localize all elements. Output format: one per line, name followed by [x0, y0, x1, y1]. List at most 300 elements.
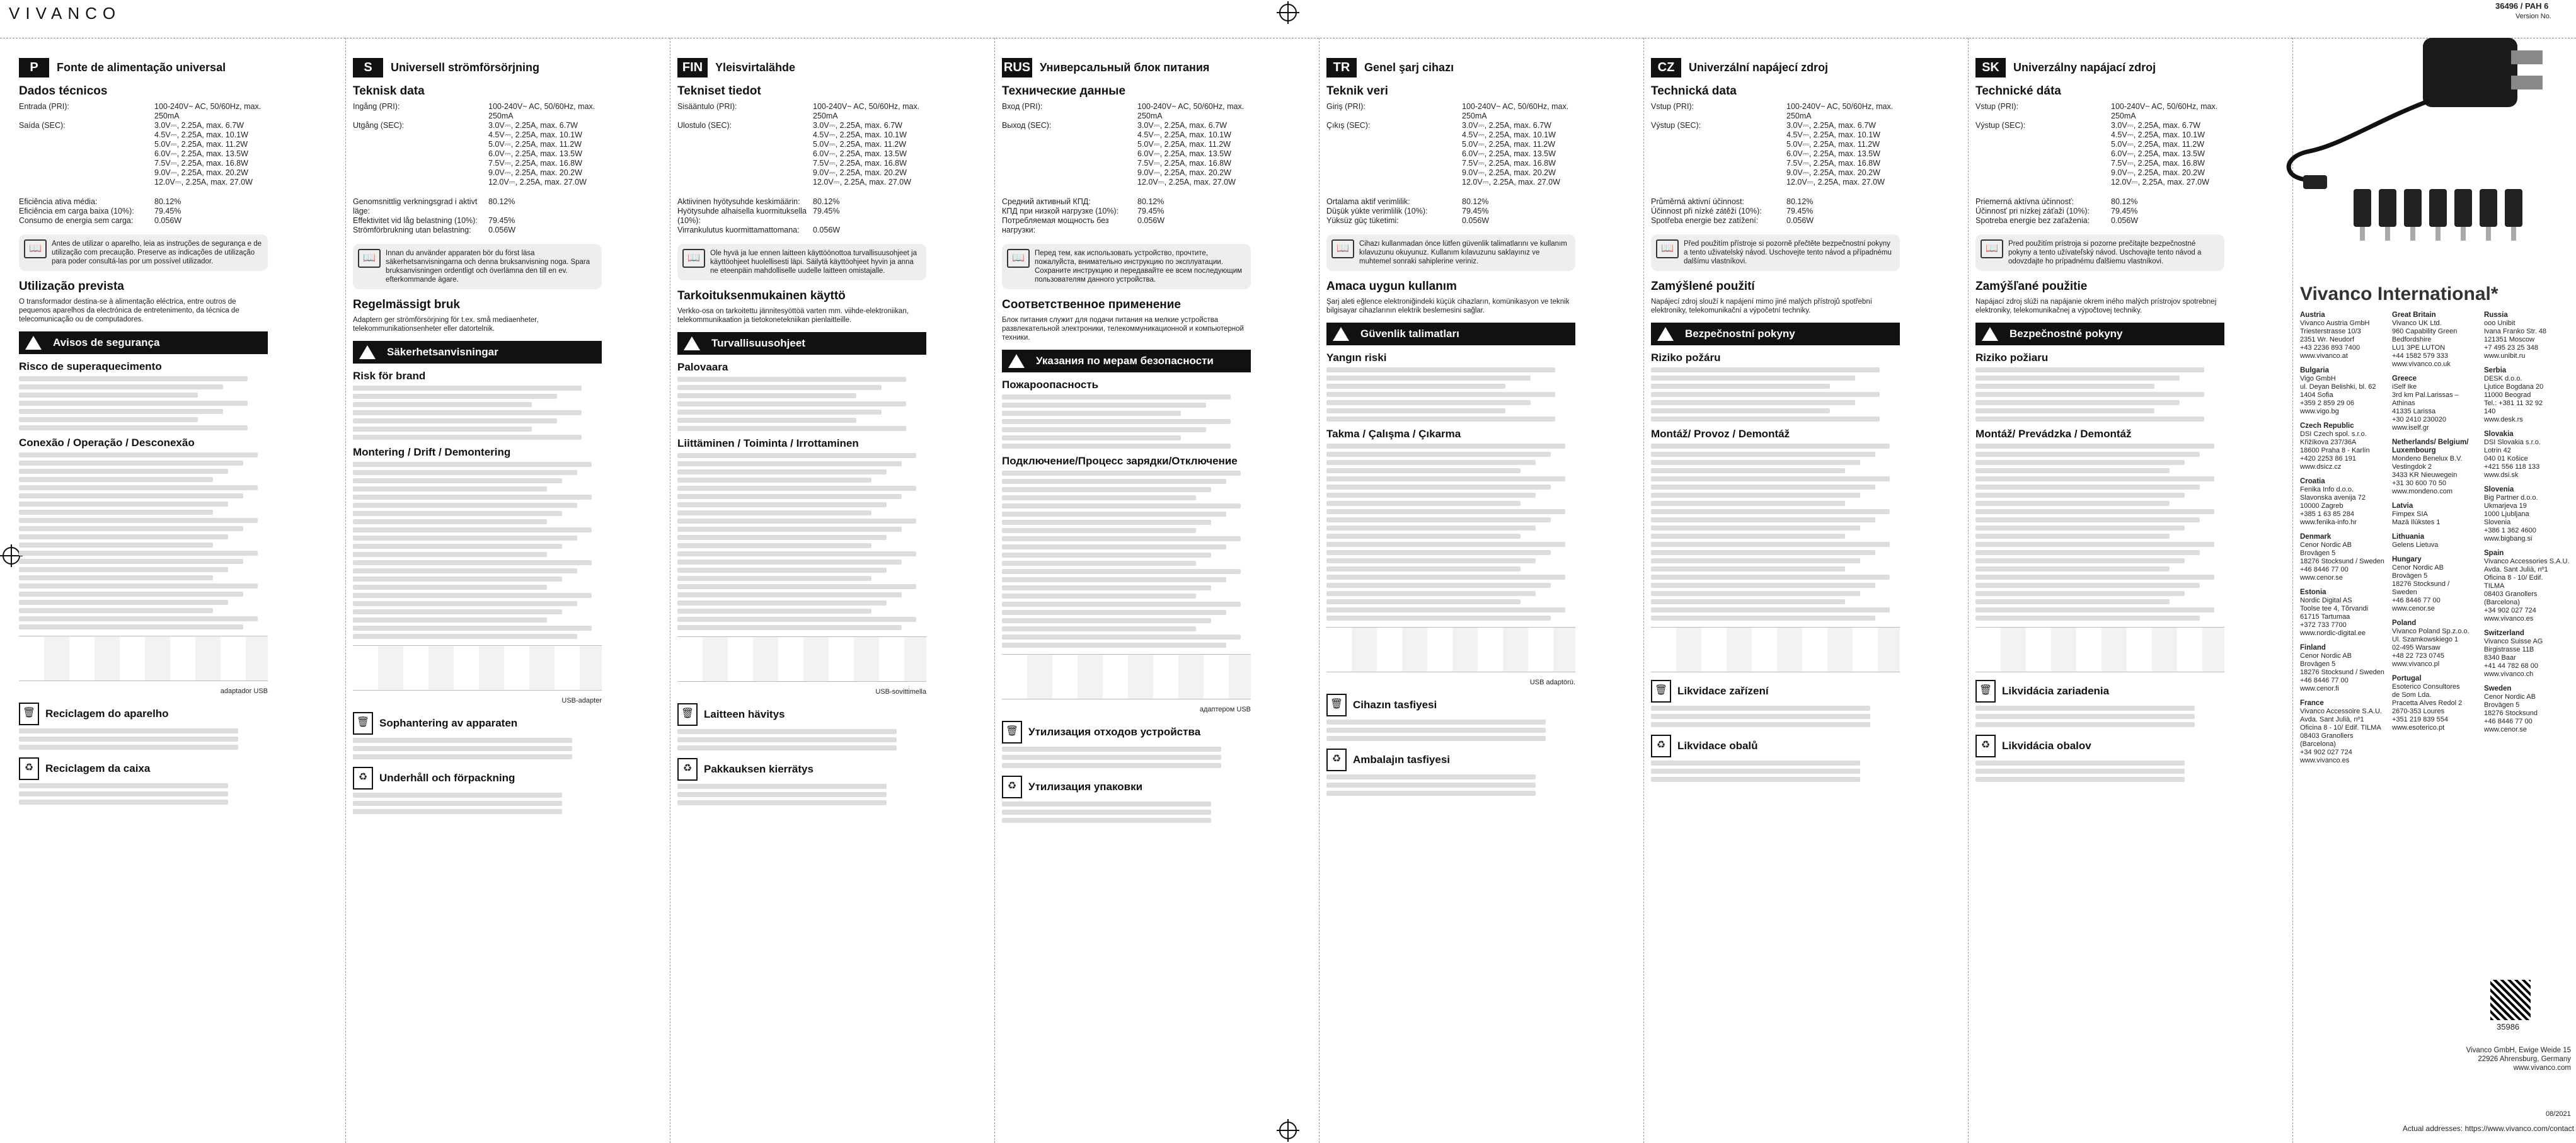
text-line [1975, 367, 2204, 372]
disposal-device-title: Likvidace zařízení [1677, 685, 1769, 697]
spec-row [1975, 102, 2224, 121]
safety-banner [1326, 323, 1575, 345]
efficiency-row [353, 197, 602, 216]
spec-key [1002, 149, 1137, 159]
text-line [19, 534, 228, 539]
spec-row [353, 121, 602, 130]
text-line [1651, 599, 1845, 604]
disposal-packaging [677, 758, 926, 781]
efficiency-row [1326, 197, 1575, 207]
country-contact [2484, 311, 2570, 360]
contact-line: +351 219 839 554 [2392, 716, 2449, 723]
crossed-bin-icon: 🗑 [1651, 680, 1671, 703]
text-line [19, 551, 258, 556]
text-line [1651, 777, 1860, 782]
spec-value: 100-240V~ AC, 50/60Hz, max. 250mA [2111, 102, 2218, 120]
efficiency-key: Spotřeba energie bez zatížení: [1651, 216, 1759, 225]
spec-key [1651, 130, 1786, 140]
spec-value: 9.0V⎓, 2.25A, max. 20.2W [154, 168, 248, 177]
text-line [19, 477, 213, 482]
spec-value: 100-240V~ AC, 50/60Hz, max. 250mA [1137, 102, 1245, 120]
text-line [353, 609, 562, 614]
text-line [353, 386, 582, 391]
spec-key: Saída (SEC): [19, 121, 66, 130]
spec-row [1651, 178, 1900, 187]
spec-key: Utgång (SEC): [353, 121, 405, 130]
disposal-device-title: Утилизация отходов устройства [1028, 726, 1201, 738]
recycle-icon: ♻ [1326, 749, 1347, 771]
contact-line: 2670-353 Loures [2392, 708, 2445, 715]
contact-line: 18276 Stocksund / Sweden [2300, 558, 2384, 565]
spec-row [677, 130, 926, 140]
spec-key: Ingång (PRI): [353, 102, 400, 111]
efficiency-row [1975, 197, 2224, 207]
text-line [1002, 479, 1226, 484]
language-column [1002, 57, 1251, 1128]
text-line [1002, 536, 1241, 541]
disposal-device-title: Cihazın tasfiyesi [1353, 699, 1437, 711]
contact-line: Mazā Ilūkstes 1 [2392, 519, 2441, 526]
disposal-device [1002, 721, 1251, 744]
text-line [353, 568, 577, 573]
notice-text: Innan du använder apparaten bör du först läsa säkerhetsanvisningarna och denna bruksanvisning noga. Spara bruksanvisningen ordentligt och överlämna den till en ev. efterkommande ägare. [386, 250, 590, 284]
text-line [1326, 501, 1521, 506]
column-title: Univerzální napájecí zdroj [1689, 60, 1829, 74]
spec-row [1002, 159, 1251, 168]
contact-line: Nordic Digital AS [2300, 597, 2352, 604]
spec-value: 6.0V⎓, 2.25A, max. 13.5W [2111, 149, 2205, 158]
contact-line: Fimpex SIA [2392, 510, 2428, 518]
manual-notice [1651, 234, 1900, 271]
contact-line: +31 30 600 70 50 [2392, 480, 2446, 487]
notice-text: Pred použitím prístroja si pozorne prečítajte bezpečnostné pokyny a tento užívateľský návod. Uschovajte tento návod a odovzdajte ho prípadnému ďalšiemu vlastníkovi. [2008, 240, 2202, 265]
contact-line: DSI Czech spol. s.r.o. [2300, 430, 2367, 438]
contact-line: www.iself.gr [2392, 424, 2429, 432]
text-line [353, 738, 572, 743]
language-code: RUS [1002, 58, 1032, 78]
notice-text: Cihazı kullanmadan önce lütfen güvenlik talimatlarını ve kullanım kılavuzunu okuyunuz. Kullanım kılavuzunu saklayınız ve muhtemel sonraki sahiplerine veriniz. [1359, 240, 1567, 265]
tech-heading: Tekniset tiedot [677, 84, 761, 98]
version-label: Version No. [2516, 13, 2551, 20]
contact-line: Avda. Sant Julià, nº1 [2484, 566, 2548, 573]
text-line [677, 502, 887, 507]
contact-line: 18600 Praha 8 - Karlín [2300, 447, 2370, 454]
text-line [1651, 501, 1845, 506]
spec-key [19, 140, 154, 149]
intended-use-text: Şarj aleti eğlence elektroniğindeki küçük cihazların, komünikasyon ve teknik bilgisayar cihazlarının elektrik beslemesini sağlar. [1326, 298, 1570, 314]
text-line [353, 601, 577, 606]
spec-row [1002, 130, 1251, 140]
spec-value: 3.0V⎓, 2.25A, max. 6.7W [1137, 121, 1227, 130]
disposal-device [353, 712, 602, 735]
recycle-icon: ♻ [1651, 735, 1671, 757]
connect-heading: Подключение/Процесс зарядки/Отключение [1002, 455, 1238, 467]
manual-book-icon: 📖 [358, 249, 381, 268]
contact-line: Vivanco Accessoire S.A.U. [2300, 708, 2383, 715]
text-line [677, 527, 902, 532]
contact-line: Fenika Info d.o.o. [2300, 486, 2354, 493]
text-line [19, 737, 238, 742]
text-line [1975, 452, 2200, 457]
footer-url[interactable]: www.vivanco.com [2513, 1064, 2571, 1072]
text-line [1326, 468, 1521, 473]
contact-line: www.vivanco.es [2300, 757, 2350, 764]
spec-key [677, 168, 813, 178]
text-line [1651, 550, 1875, 555]
country-name: Switzerland [2484, 629, 2524, 637]
contact-line: Vivanco Accessories S.A.U. [2484, 558, 2570, 565]
text-line [1326, 476, 1565, 481]
spec-key [1326, 168, 1462, 178]
text-line [1975, 722, 2195, 727]
country-contact [2392, 533, 2478, 549]
contact-line: 3rd km Pal.Larissas – [2392, 391, 2459, 399]
contact-line: 040 01 Košice [2484, 455, 2528, 462]
text-line [19, 409, 223, 414]
text-line [1651, 769, 1860, 774]
safety-banner [1651, 323, 1900, 345]
spec-value: 7.5V⎓, 2.25A, max. 16.8W [1462, 159, 1556, 168]
spec-value: 9.0V⎓, 2.25A, max. 20.2W [1137, 168, 1231, 177]
efficiency-key: Virrankulutus kuormittamattomana: [677, 226, 800, 234]
country-name: Russia [2484, 311, 2508, 319]
text-line [353, 626, 592, 631]
contact-line: Gelens Lietuva [2392, 541, 2439, 549]
text-line [1975, 400, 2180, 405]
text-line [677, 600, 887, 606]
efficiency-value: 79.45% [1137, 207, 1164, 215]
text-line [1002, 394, 1231, 399]
text-line [1975, 534, 2170, 539]
text-line [1002, 411, 1181, 416]
text-line [1651, 761, 1860, 766]
text-line [1326, 599, 1521, 604]
text-line [1326, 408, 1505, 413]
efficiency-value: 79.45% [1462, 207, 1489, 215]
warning-icon [359, 345, 376, 359]
text-line [1326, 720, 1546, 725]
contact-line: Brovägen 5 [2300, 660, 2336, 668]
spec-row [19, 102, 268, 121]
efficiency-key: Eficiência em carga baixa (10%): [19, 207, 134, 215]
spec-row [1651, 159, 1900, 168]
disposal-device [1651, 680, 1900, 703]
contact-line: +420 2253 86 191 [2300, 455, 2357, 462]
plug-diagram [1651, 627, 1900, 672]
crossed-bin-icon: 🗑 [1326, 694, 1347, 716]
language-code: SK [1975, 58, 2006, 78]
spec-value: 100-240V~ AC, 50/60Hz, max. 250mA [1786, 102, 1894, 120]
contact-line: 1404 Sofia [2300, 391, 2333, 399]
text-line [1326, 607, 1565, 612]
connect-heading: Conexão / Operação / Desconexão [19, 437, 195, 449]
contact-line: +48 22 723 0745 [2392, 652, 2444, 660]
contact-line: www.vivanco.es [2484, 615, 2534, 623]
contact-line: Vigo GmbH [2300, 375, 2336, 382]
efficiency-value: 79.45% [2111, 207, 2138, 215]
text-line [1975, 706, 2195, 711]
contact-line: Cenor Nordic AB [2392, 564, 2444, 572]
text-line [1326, 736, 1546, 741]
text-line [353, 552, 547, 557]
manual-book-icon: 📖 [1007, 249, 1030, 268]
spec-value: 5.0V⎓, 2.25A, max. 11.2W [2111, 140, 2205, 149]
country-name: France [2300, 699, 2324, 707]
text-line [19, 728, 238, 733]
contact-line: 61715 Tartumaa [2300, 613, 2350, 621]
text-line [1651, 607, 1890, 612]
spec-row [19, 149, 268, 159]
recycle-icon: ♻ [353, 767, 373, 790]
efficiency-value: 79.45% [154, 207, 181, 215]
country-contact [2300, 311, 2386, 360]
spec-value: 9.0V⎓, 2.25A, max. 20.2W [813, 168, 907, 177]
spec-value: 100-240V~ AC, 50/60Hz, max. 250mA [488, 102, 595, 120]
intended-use-text: Adaptern ger strömförsörjning för t.ex. små mediaenheter, telekommunikationsenheter eller datortelnik. [353, 316, 539, 333]
text-line [677, 535, 887, 540]
efficiency-key: Ortalama aktif verimlilik: [1326, 197, 1410, 206]
intended-use-heading: Utilização prevista [19, 280, 124, 293]
column-divider [1319, 38, 1320, 1143]
safety-title: Güvenlik talimatları [1360, 328, 1459, 340]
risk-heading: Riziko požáru [1651, 352, 1721, 364]
contact-line: Slavonska avenija 72 [2300, 494, 2366, 502]
spec-key [1651, 159, 1786, 168]
spec-key [1326, 130, 1462, 140]
country-name: Czech Republic [2300, 422, 2354, 430]
text-line [19, 518, 258, 523]
column-divider [1643, 38, 1644, 1143]
disposal-device-title: Laitteen hävitys [704, 708, 785, 720]
efficiency-key: Účinnosť pri nízkej záťaži (10%): [1975, 207, 2090, 215]
contact-line: www.vigo.bg [2300, 408, 2339, 415]
spec-value: 7.5V⎓, 2.25A, max. 16.8W [154, 159, 248, 168]
text-line [1002, 553, 1211, 558]
column-title: Universell strömförsörjning [391, 60, 540, 74]
contact-line: +43 2236 893 7400 [2300, 344, 2360, 352]
spec-value: 6.0V⎓, 2.25A, max. 13.5W [813, 149, 907, 158]
country-name: Latvia [2392, 502, 2413, 510]
contact-line: DSI Slovakia s.r.o. [2484, 439, 2541, 446]
country-contact [2484, 549, 2570, 623]
text-line [19, 425, 248, 430]
spec-row [677, 149, 926, 159]
text-line [1326, 774, 1536, 779]
spec-key [1651, 168, 1786, 178]
spec-key: Вход (PRI): [1002, 102, 1043, 111]
contact-line: Pracetta Alves Redol 2 [2392, 699, 2463, 707]
risk-heading: Пожароопасность [1002, 379, 1099, 391]
efficiency-value: 80.12% [813, 197, 840, 206]
country-contact [2392, 439, 2478, 496]
text-line [19, 600, 228, 605]
contact-line: +34 902 027 724 [2484, 607, 2536, 614]
efficiency-key: Потребляемая мощность без нагрузки: [1002, 216, 1109, 234]
spec-row [353, 130, 602, 140]
connect-heading: Montáž/ Provoz / Demontáž [1651, 428, 1790, 440]
spec-value: 6.0V⎓, 2.25A, max. 13.5W [488, 149, 582, 158]
contact-line: www.bigbang.si [2484, 535, 2533, 543]
efficiency-key: Yüksüz güç tüketimi: [1326, 216, 1399, 225]
spec-key [1975, 130, 2111, 140]
intl-title: Vivanco International* [2300, 284, 2498, 304]
text-line [353, 435, 582, 440]
spec-row [1651, 102, 1900, 121]
contact-line: ul. Deyan Belishki, bl. 62 [2300, 383, 2376, 391]
text-line [1326, 566, 1521, 572]
country-contact [2300, 478, 2386, 527]
text-line [1975, 761, 2185, 766]
crossed-bin-icon: 🗑 [19, 703, 39, 725]
text-line [1975, 517, 2200, 522]
disposal-packaging-title: Reciclagem da caixa [45, 762, 151, 774]
text-line [1326, 550, 1551, 555]
spec-key [1975, 159, 2111, 168]
text-line [1975, 550, 2200, 555]
text-line [1651, 706, 1870, 711]
text-line [19, 575, 213, 580]
text-line [353, 544, 562, 549]
language-code: S [353, 58, 383, 78]
text-line [677, 543, 871, 548]
text-line [1651, 408, 1830, 413]
language-code: CZ [1651, 58, 1681, 78]
language-column [1326, 57, 1575, 1128]
efficiency-value: 0.056W [1462, 216, 1490, 225]
adapter-label: USB-adapter [561, 697, 602, 704]
connect-heading: Liittäminen / Toiminta / Irrottaminen [677, 437, 859, 449]
contact-line: de Som Lda. [2392, 691, 2432, 699]
spec-key [1326, 159, 1462, 168]
language-column [677, 57, 926, 1128]
text-line [1651, 392, 1880, 397]
manual-book-icon: 📖 [1981, 239, 2003, 258]
contact-line: Oficina 8 - 10/ Edif. TILMA [2300, 724, 2381, 732]
registration-mark [1279, 1122, 1297, 1139]
text-line [1975, 575, 2214, 580]
country-name: Greece [2392, 375, 2417, 382]
contact-line: www.cenor.se [2484, 726, 2527, 733]
safety-banner [1002, 350, 1251, 372]
contact-line: 8340 Baar [2484, 654, 2516, 662]
efficiency-key: Genomsnittlig verkningsgrad i aktivt läge: [353, 197, 478, 215]
text-line [1002, 427, 1206, 432]
text-line [1975, 485, 2200, 490]
country-contact [2392, 556, 2478, 613]
efficiency-key: Consumo de energia sem carga: [19, 216, 134, 225]
spec-row [1326, 121, 1575, 130]
text-line [353, 527, 592, 532]
text-line [1651, 444, 1890, 449]
text-line [1975, 476, 2214, 481]
efficiency-row [1975, 216, 2224, 226]
spec-key [1975, 140, 2111, 149]
text-line [677, 745, 897, 750]
warning-icon [1982, 327, 1998, 341]
spec-row [19, 130, 268, 140]
spec-value: 3.0V⎓, 2.25A, max. 6.7W [813, 121, 902, 130]
text-line [677, 576, 871, 581]
text-line [353, 462, 592, 467]
tech-heading: Technická data [1651, 84, 1737, 98]
contacts-column [2392, 311, 2478, 771]
text-line [1975, 376, 2180, 381]
country-contact [2392, 675, 2478, 732]
text-line [677, 800, 887, 805]
contact-line: 18276 Stocksund / [2392, 580, 2450, 588]
text-line [677, 393, 856, 398]
spec-row [1975, 178, 2224, 187]
efficiency-value: 80.12% [488, 197, 515, 206]
qr-code [2490, 980, 2531, 1020]
efficiency-row [1651, 197, 1900, 207]
contact-line: Toolse tee 4, Tõrvandi [2300, 605, 2369, 612]
text-line [1002, 435, 1181, 440]
text-line [1651, 416, 1880, 422]
text-line [19, 510, 213, 515]
efficiency-key: Priemerná aktívna účinnosť: [1975, 197, 2074, 206]
recycle-icon: ♻ [677, 758, 698, 781]
warning-icon [25, 336, 42, 350]
spec-value: 6.0V⎓, 2.25A, max. 13.5W [154, 149, 248, 158]
contact-line: www.vivanco.pl [2392, 660, 2440, 668]
contact-line: 08403 Granollers [2300, 732, 2354, 740]
spec-value: 5.0V⎓, 2.25A, max. 11.2W [1786, 140, 1880, 149]
text-line [19, 384, 223, 389]
text-line [1002, 528, 1196, 533]
recycle-icon: ♻ [1002, 776, 1022, 798]
text-line [19, 559, 243, 564]
efficiency-key: Средний активный КПД: [1002, 197, 1091, 206]
intl-footer [2407, 1046, 2571, 1072]
text-line [677, 617, 916, 622]
country-name: Great Britain [2392, 311, 2436, 319]
contact-line: TILMA [2484, 582, 2505, 590]
text-line [1326, 367, 1555, 372]
contact-line: 10000 Zagreb [2300, 502, 2343, 510]
contact-line: Tel.: +381 11 32 92 [2484, 399, 2543, 407]
disposal-packaging [1975, 735, 2224, 757]
disposal-packaging-title: Likvidace obalů [1677, 740, 1758, 752]
spec-key [353, 140, 488, 149]
disposal-packaging-title: Утилизация упаковки [1028, 781, 1143, 793]
contact-line: 41335 Larissa [2392, 408, 2436, 415]
intended-use-text: Napájací zdroj slúži na napájanie okrem iného malých prístrojov spotrebnej elektroniky, telekomunikačnej a výpočtovej techniky. [1975, 298, 2217, 314]
contact-line: +46 8446 77 00 [2392, 597, 2441, 604]
contact-line: 18276 Stocksund [2484, 709, 2538, 717]
contact-line: Brovägen 5 [2392, 572, 2428, 580]
text-line [1002, 618, 1211, 623]
country-name: Netherlands/ Belgium/ Luxembourg [2392, 439, 2469, 454]
spec-key [677, 130, 813, 140]
efficiency-row [353, 226, 602, 235]
safety-banner [677, 332, 926, 355]
spec-value: 5.0V⎓, 2.25A, max. 11.2W [154, 140, 248, 149]
text-line [1651, 460, 1860, 465]
text-line [1975, 509, 2214, 514]
country-name: Hungary [2392, 556, 2422, 563]
text-line [353, 577, 562, 582]
spec-row [1975, 168, 2224, 178]
spec-value: 100-240V~ AC, 50/60Hz, max. 250mA [1462, 102, 1569, 120]
efficiency-key: Aktiivinen hyötysuhde keskimäärin: [677, 197, 800, 206]
spec-row [1002, 149, 1251, 159]
text-line [1651, 493, 1860, 498]
efficiency-value: 0.056W [488, 226, 516, 234]
spec-key: Výstup (SEC): [1651, 121, 1701, 130]
text-line [19, 417, 198, 422]
disposal-packaging [1326, 749, 1575, 771]
